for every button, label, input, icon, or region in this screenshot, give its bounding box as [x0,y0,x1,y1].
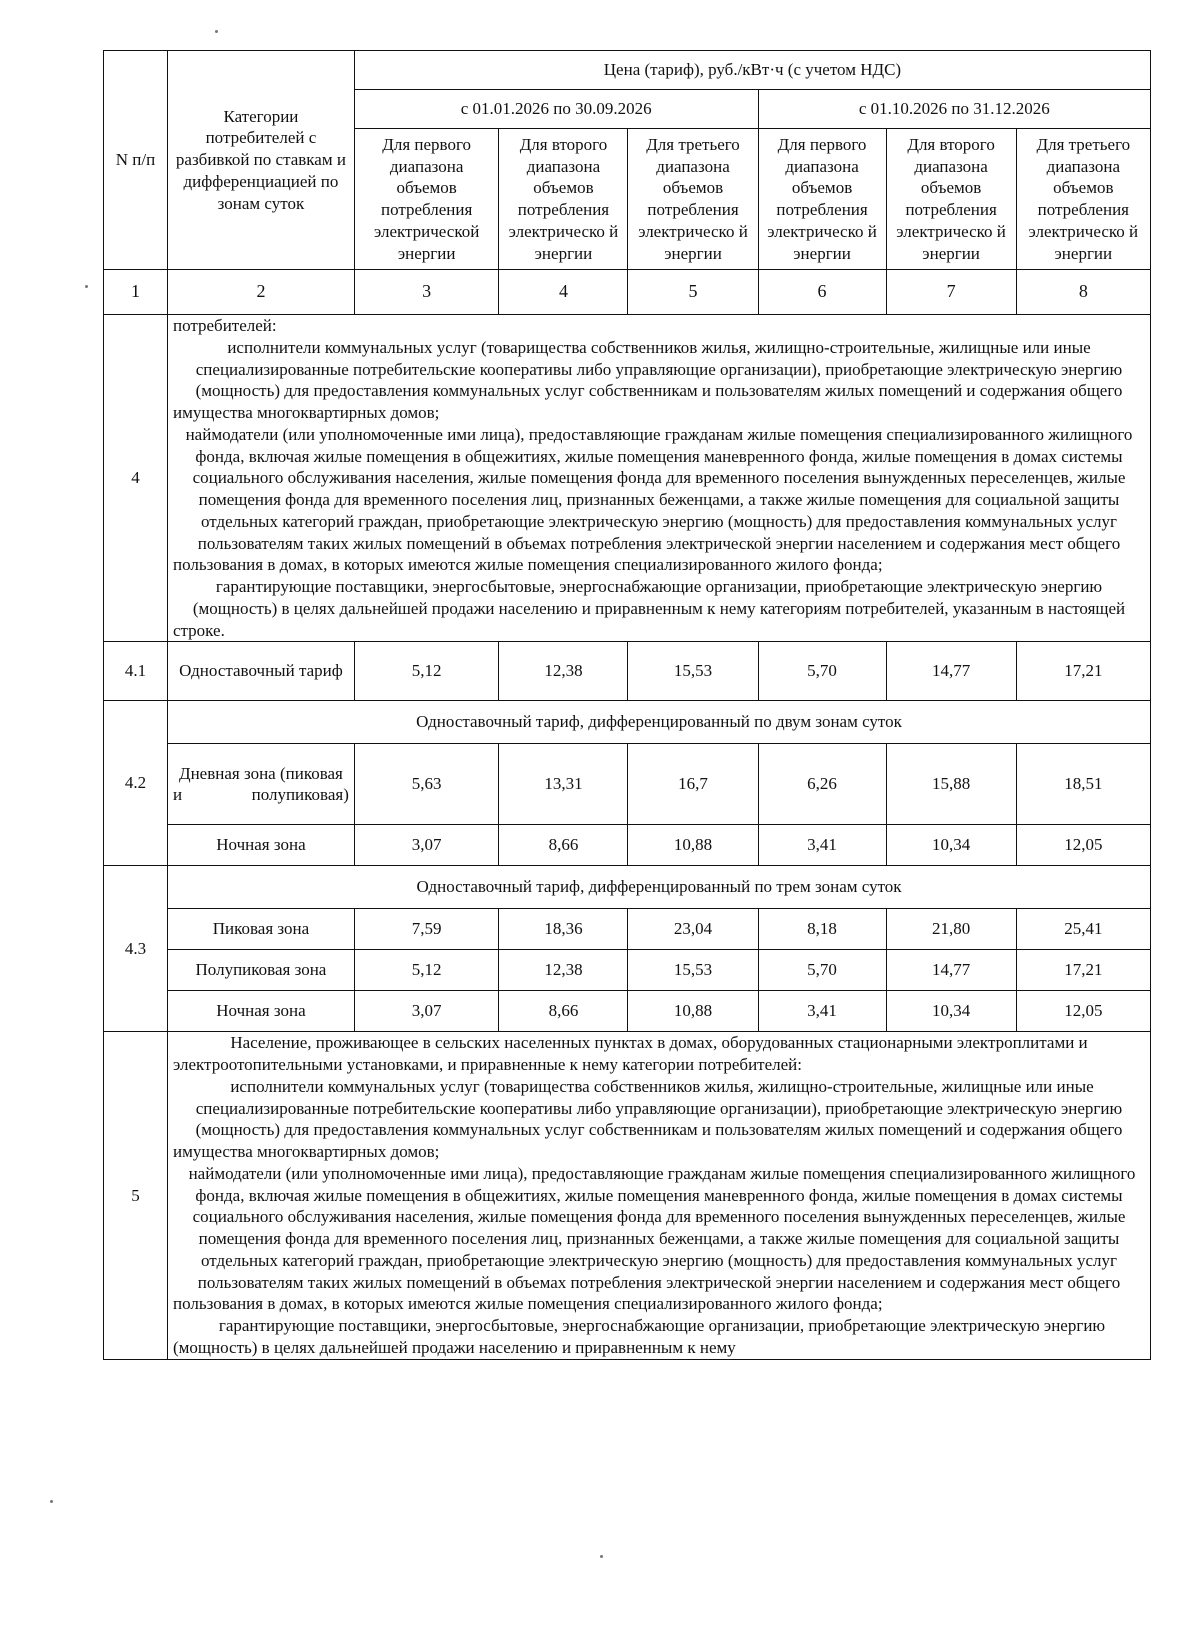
header-range-5: Для второго диапазона объемов потребления электрическо й энергии [886,129,1016,270]
column-index: 5 [628,270,758,315]
section-5-row [104,1032,1151,1359]
section-4-paragraph: потребителей: [173,316,277,335]
row-4-3-heading-text: Одноставочный тариф, дифференцированный по трем зонам суток [168,866,1151,909]
tariff-value: 8,18 [758,909,886,950]
row-4-2-heading [104,701,1151,744]
tariff-value: 3,07 [354,825,499,866]
column-index: 8 [1016,270,1150,315]
column-index-row [104,270,1151,315]
scan-speck [215,30,218,33]
row-4-3-half-label: Полупиковая зона [168,950,355,991]
column-index: 2 [168,270,355,315]
section-5-paragraph: исполнители коммунальных услуг (товарищества собственников жилья, жилищно-строительные, жилищные или иные специализированные потребительские кооперативы либо управляющие организации), приобретающие электрическую энергию (мощность) для предоставления коммунальных услуг собственникам и пользователям жилых помещений и содержания общего имущества многоквартирных домов; [173,1076,1123,1161]
tariff-value: 23,04 [628,909,758,950]
section-5-num: 5 [104,1032,168,1359]
tariff-value: 8,66 [499,991,628,1032]
column-index: 6 [758,270,886,315]
header-range-1: Для первого диапазона объемов потребления электрической энергии [354,129,499,270]
tariff-value: 14,77 [886,642,1016,701]
scan-speck [600,1555,603,1558]
header-range-6: Для третьего диапазона объемов потребления электрическо й энергии [1016,129,1150,270]
tariff-value: 15,88 [886,744,1016,825]
header-row-top [104,51,1151,90]
row-4-2-num: 4.2 [104,701,168,866]
header-price-title: Цена (тариф), руб./кВт·ч (с учетом НДС) [354,51,1150,90]
row-4-2-night-label: Ночная зона [168,825,355,866]
header-range-3: Для третьего диапазона объемов потребления электрическо й энергии [628,129,758,270]
tariff-value: 7,59 [354,909,499,950]
row-4-3-num: 4.3 [104,866,168,1032]
tariff-value: 5,70 [758,642,886,701]
row-4-1-label: Одноставочный тариф [168,642,355,701]
tariff-value: 10,88 [628,991,758,1032]
tariff-value: 12,38 [499,642,628,701]
tariff-value: 15,53 [628,642,758,701]
tariff-value: 3,41 [758,991,886,1032]
tariff-value: 8,66 [499,825,628,866]
tariff-value: 16,7 [628,744,758,825]
tariff-value: 18,51 [1016,744,1150,825]
section-5-text [168,1032,1151,1359]
column-index: 4 [499,270,628,315]
section-4-text [168,315,1151,642]
tariff-value: 14,77 [886,950,1016,991]
tariff-value: 12,38 [499,950,628,991]
tariff-table [103,50,1151,1360]
section-4-num: 4 [104,315,168,642]
section-4-paragraph: наймодатели (или уполномоченные ими лица), предоставляющие гражданам жилые помещения специализированного жилищного фонда, включая жилые помещения в общежитиях, жилые помещения маневренного фонда, жилые помещения в домах системы социального обслуживания населения, жилые помещения фонда для временного поселения вынужденных переселенцев, жилые помещения фонда для временного поселения лиц, признанных беженцами, а также жилые помещения для социальной защиты отдельных категорий граждан, приобретающие электрическую энергию (мощность) для предоставления коммунальных услуг пользователям таких жилых помещений в объемах потребления электрической энергии населением и содержания мест общего пользования в домах, в которых имеются жилые помещения специализированного жилого фонда; [173,424,1133,575]
row-4-3-night [104,991,1151,1032]
section-4-row [104,315,1151,642]
tariff-value: 12,05 [1016,825,1150,866]
tariff-value: 5,63 [354,744,499,825]
tariff-value: 10,34 [886,991,1016,1032]
row-4-3-heading [104,866,1151,909]
row-4-3-peak [104,909,1151,950]
column-index: 3 [354,270,499,315]
tariff-value: 5,12 [354,642,499,701]
tariff-value: 6,26 [758,744,886,825]
header-range-4: Для первого диапазона объемов потребления электрическо й энергии [758,129,886,270]
section-4-paragraph: исполнители коммунальных услуг (товарищества собственников жилья, жилищно-строительные, жилищные или иные специализированные потребительские кооперативы либо управляющие организации), приобретающие электрическую энергию (мощность) для предоставления коммунальных услуг собственникам и пользователям жилых помещений и содержания общего имущества многоквартирных домов; [173,337,1123,422]
scan-speck [85,285,88,288]
row-4-3-peak-label: Пиковая зона [168,909,355,950]
tariff-value: 3,07 [354,991,499,1032]
tariff-value: 17,21 [1016,950,1150,991]
tariff-value: 13,31 [499,744,628,825]
tariff-value: 18,36 [499,909,628,950]
tariff-value: 21,80 [886,909,1016,950]
tariff-value: 10,88 [628,825,758,866]
row-4-2-day-label [168,744,355,825]
row-4-2-night [104,825,1151,866]
scan-speck [50,1500,53,1503]
header-range-2: Для второго диапазона объемов потребления электрическо й энергии [499,129,628,270]
section-5-paragraph: Население, проживающее в сельских населенных пунктах в домах, оборудованных стационарными электроплитами и электроотопительными установками, и приравненные к нему категории потребителей: [173,1033,1088,1074]
tariff-value: 17,21 [1016,642,1150,701]
column-index: 1 [104,270,168,315]
tariff-value: 25,41 [1016,909,1150,950]
section-5-paragraph: наймодатели (или уполномоченные ими лица), предоставляющие гражданам жилые помещения специализированного жилищного фонда, включая жилые помещения в общежитиях, жилые помещения маневренного фонда, жилые помещения в домах системы социального обслуживания населения, жилые помещения фонда для временного поселения вынужденных переселенцев, жилые помещения фонда для временного поселения лиц, признанных беженцами, а также жилые помещения для социальной защиты отдельных категорий граждан, приобретающие электрическую энергию (мощность) для предоставления коммунальных услуг пользователям таких жилых помещений в объемах потребления электрической энергии населением и содержания мест общего пользования в домах, в которых имеются жилые помещения специализированного жилого фонда; [173,1163,1136,1314]
header-period-1: с 01.01.2026 по 30.09.2026 [354,90,758,129]
row-4-3-night-label: Ночная зона [168,991,355,1032]
tariff-value: 5,12 [354,950,499,991]
tariff-value: 15,53 [628,950,758,991]
row-4-3-half-peak [104,950,1151,991]
tariff-value: 5,70 [758,950,886,991]
tariff-value: 10,34 [886,825,1016,866]
section-4-paragraph: гарантирующие поставщики, энергосбытовые, энергоснабжающие организации, приобретающие электрическую энергию (мощность) в целях дальнейшей продажи населению и приравненным к нему категориям потребителей, указанным в настоящей строке. [173,577,1126,640]
row-4-2-day [104,744,1151,825]
day-zone-label: Дневная зона (пиковая и полупиковая) [173,763,349,805]
header-category-col: Категории потребителей с разбивкой по ставкам и дифференциацией по зонам суток [168,51,355,270]
header-num-col: N п/п [104,51,168,270]
row-4-1 [104,642,1151,701]
row-4-2-heading-text: Одноставочный тариф, дифференцированный по двум зонам суток [168,701,1151,744]
section-5-paragraph: гарантирующие поставщики, энергосбытовые, энергоснабжающие организации, приобретающие электрическую энергию (мощность) в целях дальнейшей продажи населению и приравненным к нему [173,1316,1106,1357]
header-period-2: с 01.10.2026 по 31.12.2026 [758,90,1150,129]
column-index: 7 [886,270,1016,315]
tariff-value: 3,41 [758,825,886,866]
row-4-1-num: 4.1 [104,642,168,701]
tariff-value: 12,05 [1016,991,1150,1032]
